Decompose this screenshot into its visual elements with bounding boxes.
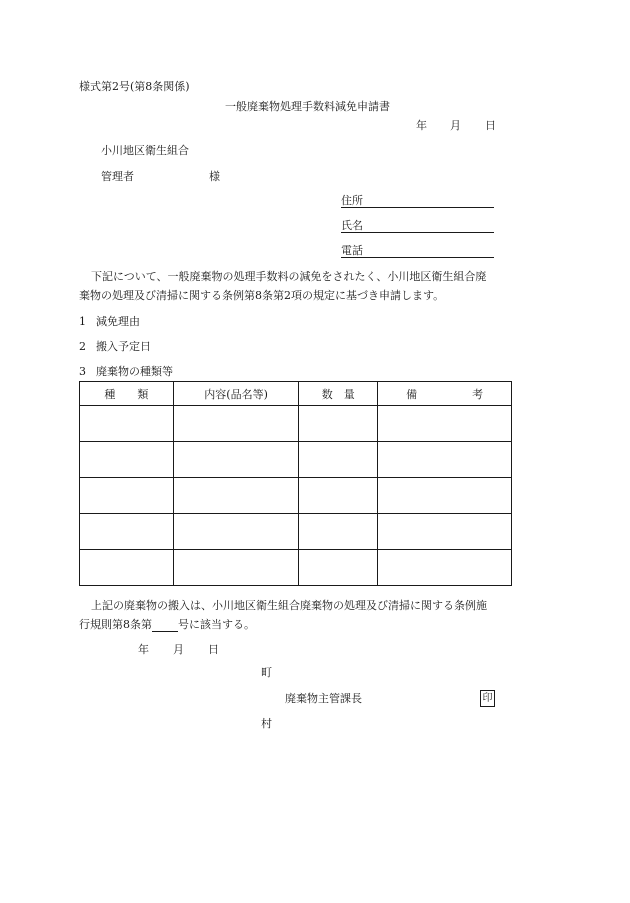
applicant-phone-field[interactable] <box>341 257 494 258</box>
form-title: 一般廃棄物処理手数料減免申請書 <box>225 100 390 113</box>
applicant-phone-label: 電話 <box>341 244 363 257</box>
table-cell[interactable] <box>378 550 512 586</box>
table-cell[interactable] <box>80 442 174 478</box>
table-cell[interactable] <box>80 550 174 586</box>
confirmation-text-line-2-a: 行規則第8条第 <box>79 618 152 631</box>
header-quantity: 数 量 <box>299 382 378 406</box>
table-cell[interactable] <box>299 478 378 514</box>
table-cell[interactable] <box>299 442 378 478</box>
form-number: 様式第2号(第8条関係) <box>79 80 190 93</box>
table-cell[interactable] <box>378 406 512 442</box>
item-1-label: 減免理由 <box>96 315 140 328</box>
confirmation-text-line-2-b: 号に該当する。 <box>178 618 255 631</box>
table-cell[interactable] <box>80 478 174 514</box>
date-day: 日 <box>485 119 496 132</box>
confirmation-date-month: 月 <box>173 643 184 656</box>
table-cell[interactable] <box>378 514 512 550</box>
table-cell[interactable] <box>299 550 378 586</box>
addressee-honorific: 様 <box>209 170 220 183</box>
applicant-address-field[interactable] <box>341 207 494 208</box>
applicant-address-label: 住所 <box>341 194 363 207</box>
official-title: 廃棄物主管課長 <box>285 692 362 705</box>
town-label: 町 <box>261 666 272 679</box>
table-cell[interactable] <box>80 514 174 550</box>
waste-items-table <box>79 381 512 586</box>
applicant-name-field[interactable] <box>341 232 494 233</box>
village-label: 村 <box>261 717 272 730</box>
item-3-number: 3 <box>79 365 86 378</box>
table-cell[interactable] <box>378 478 512 514</box>
table-row <box>80 478 512 514</box>
header-content: 内容(品名等) <box>173 382 299 406</box>
table-cell[interactable] <box>378 442 512 478</box>
item-2-number: 2 <box>79 340 86 353</box>
applicant-name-label: 氏名 <box>341 219 363 232</box>
table-cell[interactable] <box>173 406 299 442</box>
addressee-role: 管理者 <box>101 170 134 183</box>
header-remarks: 備 考 <box>378 382 512 406</box>
regulation-number-blank[interactable] <box>152 620 178 632</box>
table-cell[interactable] <box>173 550 299 586</box>
table-row <box>80 442 512 478</box>
confirmation-text-line-1: 上記の廃棄物の搬入は、小川地区衛生組合廃棄物の処理及び清掃に関する条例施 <box>91 599 487 612</box>
table-cell[interactable] <box>173 514 299 550</box>
confirmation-date-year: 年 <box>138 643 149 656</box>
confirmation-date-day: 日 <box>208 643 219 656</box>
header-type: 種 類 <box>80 382 174 406</box>
item-2-label: 搬入予定日 <box>96 340 151 353</box>
table-cell[interactable] <box>80 406 174 442</box>
item-1-number: 1 <box>79 315 86 328</box>
date-month: 月 <box>450 119 461 132</box>
table-cell[interactable] <box>173 478 299 514</box>
addressee-organization: 小川地区衛生組合 <box>101 144 189 157</box>
intro-text-line-1: 下記について、一般廃棄物の処理手数料の減免をされたく、小川地区衛生組合廃 <box>91 270 487 283</box>
table-cell[interactable] <box>173 442 299 478</box>
table-row <box>80 406 512 442</box>
table-row <box>80 514 512 550</box>
intro-text-line-2: 棄物の処理及び清掃に関する条例第8条第2項の規定に基づき申請します。 <box>79 289 445 302</box>
table-cell[interactable] <box>299 514 378 550</box>
table-cell[interactable] <box>299 406 378 442</box>
table-header-row <box>80 382 512 406</box>
confirmation-text-line-2 <box>79 618 255 632</box>
item-3-label: 廃棄物の種類等 <box>96 365 173 378</box>
table-row <box>80 550 512 586</box>
date-year: 年 <box>416 119 427 132</box>
seal-mark: 印 <box>480 690 495 707</box>
